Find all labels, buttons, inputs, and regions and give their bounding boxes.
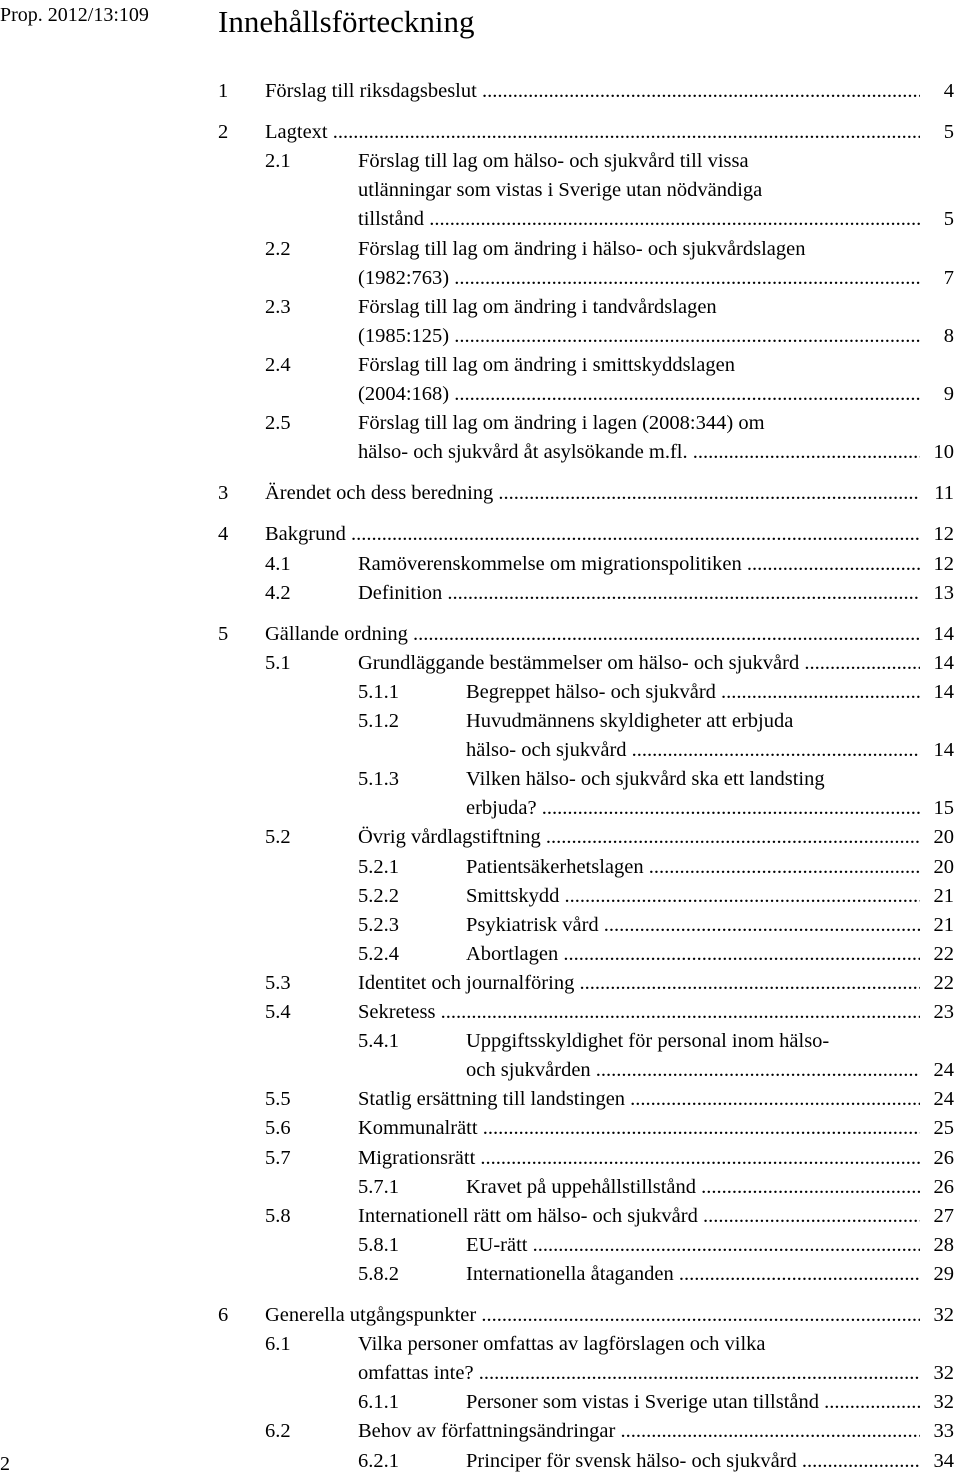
- toc-page-number: 33: [933, 1420, 954, 1443]
- toc-number: 2.4: [265, 353, 291, 376]
- toc-title: Psykiatrisk vård .....: [466, 910, 920, 940]
- toc-line: [0, 1358, 960, 1388]
- toc-number: 5.7.1: [358, 1175, 399, 1198]
- toc-title: Identitet och journalföring .....: [358, 968, 920, 998]
- toc-title-continuation: omfattas inte? .....: [358, 1358, 920, 1388]
- toc-line: [0, 76, 960, 106]
- toc-title: Huvudmännens skyldigheter att erbjuda: [466, 710, 794, 732]
- toc-number: 5.2.2: [358, 884, 399, 907]
- toc-number: 5.3: [265, 971, 291, 994]
- toc-title: Uppgiftsskyldighet för personal inom hälso-: [466, 1030, 830, 1053]
- toc-number: 2.1: [265, 150, 291, 173]
- toc-title: Generella utgångspunkter .....: [265, 1300, 920, 1330]
- toc-title: Förslag till lag om ändring i smittskyddslagen: [358, 353, 735, 376]
- toc-title: Statlig ersättning till landstingen .....: [358, 1084, 920, 1114]
- toc-title: Kravet på uppehållstillstånd .....: [466, 1172, 920, 1202]
- toc-page-number: 21: [933, 884, 954, 907]
- toc-page-number: 20: [933, 826, 954, 849]
- toc-title: Vilken hälso- och sjukvård ska ett landsting: [466, 768, 825, 791]
- toc-line: [0, 1329, 960, 1359]
- toc-line: [0, 822, 960, 852]
- toc-title: Lagtext .....: [265, 117, 920, 147]
- toc-line: [0, 263, 960, 293]
- toc-line: [0, 350, 960, 380]
- toc-title: Förslag till lag om ändring i lagen (2008:344) om: [358, 412, 765, 435]
- toc-title: Migrationsrätt .....: [358, 1143, 920, 1173]
- toc-page-number: 4: [943, 80, 954, 102]
- toc-page-number: 26: [933, 1146, 954, 1169]
- toc-line: [0, 146, 960, 176]
- toc-number: 4.2: [265, 581, 291, 604]
- toc-page-number: 20: [933, 855, 954, 878]
- toc-line: [0, 1113, 960, 1143]
- toc-line: [0, 292, 960, 322]
- toc-title-continuation: hälso- och sjukvård åt asylsökande m.fl. .....: [358, 437, 920, 467]
- toc-title: Begreppet hälso- och sjukvård .....: [466, 677, 920, 707]
- toc-page-number: 32: [933, 1362, 954, 1385]
- toc-line: [0, 793, 960, 823]
- toc-page-number: 34: [933, 1449, 954, 1472]
- toc-number: 6.1.1: [358, 1391, 399, 1414]
- toc-line: [0, 175, 960, 205]
- toc-number: 5.2.3: [358, 913, 399, 936]
- toc-page-number: 12: [933, 523, 954, 546]
- toc-title: Förslag till riksdagsbeslut .....: [265, 76, 920, 106]
- toc-line: [0, 379, 960, 409]
- toc-number: 5.2.4: [358, 942, 399, 965]
- toc-line: [0, 910, 960, 940]
- toc-line: [0, 549, 960, 579]
- toc-line: [0, 881, 960, 911]
- toc-line: [0, 1416, 960, 1446]
- toc-page-number: 8: [943, 324, 954, 347]
- toc-number: 5.4: [265, 1001, 291, 1023]
- toc-title-continuation: tillstånd .....: [358, 204, 920, 234]
- toc-title: Bakgrund .....: [265, 519, 920, 549]
- toc-title-continuation: hälso- och sjukvård .....: [466, 735, 920, 765]
- toc-line: [0, 648, 960, 678]
- toc-page-number: 10: [933, 441, 954, 464]
- toc-title-continuation: och sjukvården .....: [466, 1055, 920, 1085]
- toc-number: 5.4.1: [358, 1030, 399, 1053]
- toc-title: Abortlagen .....: [466, 939, 920, 969]
- toc-title: Smittskydd .....: [466, 881, 920, 911]
- toc-line: [0, 997, 960, 1027]
- toc-title: EU-rätt .....: [466, 1230, 920, 1260]
- toc-number: 2.2: [265, 237, 291, 260]
- toc-title-continuation: (2004:168) .....: [358, 379, 920, 409]
- page-number: 2: [0, 1453, 10, 1475]
- toc-line: [0, 1084, 960, 1114]
- toc-title-continuation: utlänningar som vistas i Sverige utan nödvändiga: [358, 179, 763, 202]
- toc-page-number: 24: [933, 1059, 954, 1082]
- toc-page-number: 32: [933, 1304, 954, 1326]
- toc-line: [0, 1446, 960, 1476]
- toc-line: [0, 939, 960, 969]
- toc-number: 2: [218, 121, 229, 144]
- toc-title: Internationella åtaganden .....: [466, 1259, 920, 1289]
- toc-line: [0, 1026, 960, 1056]
- toc-number: 6: [218, 1304, 229, 1326]
- toc-number: 5.1.1: [358, 680, 399, 703]
- toc-line: [0, 408, 960, 438]
- toc-number: 5.8: [265, 1204, 291, 1227]
- toc-title: Personer som vistas i Sverige utan tillstånd .....: [466, 1387, 920, 1417]
- toc-number: 5.1: [265, 651, 291, 674]
- toc-line: [0, 1259, 960, 1289]
- toc-title: Kommunalrätt .....: [358, 1113, 920, 1143]
- toc-title: Internationell rätt om hälso- och sjukvård .....: [358, 1201, 920, 1231]
- toc-number: 6.2.1: [358, 1449, 399, 1472]
- toc-page-number: 22: [933, 942, 954, 965]
- toc-number: 2.5: [265, 412, 291, 435]
- toc-number: 5.1.2: [358, 710, 399, 732]
- toc-page-number: 27: [933, 1204, 954, 1227]
- toc-number: 5.8.1: [358, 1233, 399, 1256]
- toc-number: 5.1.3: [358, 768, 399, 791]
- toc-line: [0, 968, 960, 998]
- toc-page-number: 14: [933, 622, 954, 645]
- toc-title: Övrig vårdlagstiftning .....: [358, 822, 920, 852]
- toc-line: [0, 1201, 960, 1231]
- toc-number: 2.3: [265, 295, 291, 318]
- toc-line: [0, 852, 960, 882]
- toc-page-number: 28: [933, 1233, 954, 1256]
- toc-page-number: 25: [933, 1117, 954, 1140]
- toc-line: [0, 1387, 960, 1417]
- toc-line: [0, 1172, 960, 1202]
- toc-page-number: 29: [933, 1262, 954, 1285]
- toc-title: Ramöverenskommelse om migrationspolitiken .....: [358, 549, 920, 579]
- toc-line: [0, 204, 960, 234]
- toc-page-number: 13: [933, 581, 954, 604]
- toc-page-number: 5: [943, 208, 954, 231]
- toc-number: 5.8.2: [358, 1262, 399, 1285]
- toc-page-number: 12: [933, 552, 954, 575]
- toc-title: Sekretess .....: [358, 997, 920, 1027]
- toc-number: 1: [218, 80, 229, 102]
- toc-page-number: 22: [933, 971, 954, 994]
- toc-line: [0, 706, 960, 736]
- toc-page-number: 15: [933, 797, 954, 820]
- toc-title: Principer för svensk hälso- och sjukvård .....: [466, 1446, 920, 1476]
- toc-line: [0, 677, 960, 707]
- page-title: Innehållsförteckning: [218, 4, 475, 39]
- toc-title: Patientsäkerhetslagen .....: [466, 852, 920, 882]
- toc-number: 5.2: [265, 826, 291, 849]
- toc-number: 5.2.1: [358, 855, 399, 878]
- toc-number: 4: [218, 523, 229, 546]
- proposition-number: Prop. 2012/13:109: [0, 4, 149, 26]
- toc-page-number: 14: [933, 651, 954, 674]
- toc-number: 6.1: [265, 1333, 291, 1356]
- toc-number: 5: [218, 622, 229, 645]
- toc-line: [0, 1300, 960, 1330]
- toc-title: Vilka personer omfattas av lagförslagen och vilka: [358, 1333, 766, 1356]
- toc-line: [0, 117, 960, 147]
- toc-line: [0, 735, 960, 765]
- toc-title-continuation: (1985:125) .....: [358, 321, 920, 351]
- toc-line: [0, 321, 960, 351]
- toc-title: Grundläggande bestämmelser om hälso- och sjukvård .....: [358, 648, 920, 678]
- toc-page-number: 9: [943, 383, 954, 405]
- toc-page-number: 5: [943, 121, 954, 144]
- toc-page-number: 24: [933, 1088, 954, 1111]
- toc-title-continuation: (1982:763) .....: [358, 263, 920, 293]
- toc-number: 4.1: [265, 552, 291, 575]
- toc-line: [0, 619, 960, 649]
- toc-number: 3: [218, 482, 229, 505]
- toc-title: Förslag till lag om ändring i hälso- och sjukvårdslagen: [358, 237, 806, 260]
- toc-title-continuation: erbjuda? .....: [466, 793, 920, 823]
- toc-title: Definition .....: [358, 578, 920, 608]
- toc-title: Förslag till lag om hälso- och sjukvård till vissa: [358, 150, 749, 173]
- toc-line: [0, 1143, 960, 1173]
- toc-title: Gällande ordning .....: [265, 619, 920, 649]
- toc-title: Ärendet och dess beredning .....: [265, 478, 920, 508]
- toc-line: [0, 1230, 960, 1260]
- toc-title: Behov av författningsändringar .....: [358, 1416, 920, 1446]
- toc-line: [0, 234, 960, 264]
- toc-page-number: 14: [933, 680, 954, 703]
- toc-page-number: 21: [933, 913, 954, 936]
- toc-number: 5.5: [265, 1088, 291, 1111]
- toc-page-number: 26: [933, 1175, 954, 1198]
- toc-page-number: 32: [933, 1391, 954, 1414]
- toc-line: [0, 519, 960, 549]
- toc-line: [0, 1055, 960, 1085]
- toc-line: [0, 764, 960, 794]
- toc-page-number: 11: [934, 482, 954, 505]
- toc-line: [0, 478, 960, 508]
- toc-line: [0, 578, 960, 608]
- toc-line: [0, 437, 960, 467]
- toc-number: 6.2: [265, 1420, 291, 1443]
- toc-number: 5.6: [265, 1117, 291, 1140]
- toc-number: 5.7: [265, 1146, 291, 1169]
- toc-page-number: 7: [943, 266, 954, 289]
- toc-title: Förslag till lag om ändring i tandvårdslagen: [358, 295, 717, 318]
- toc-page-number: 23: [933, 1001, 954, 1023]
- toc-page-number: 14: [933, 739, 954, 762]
